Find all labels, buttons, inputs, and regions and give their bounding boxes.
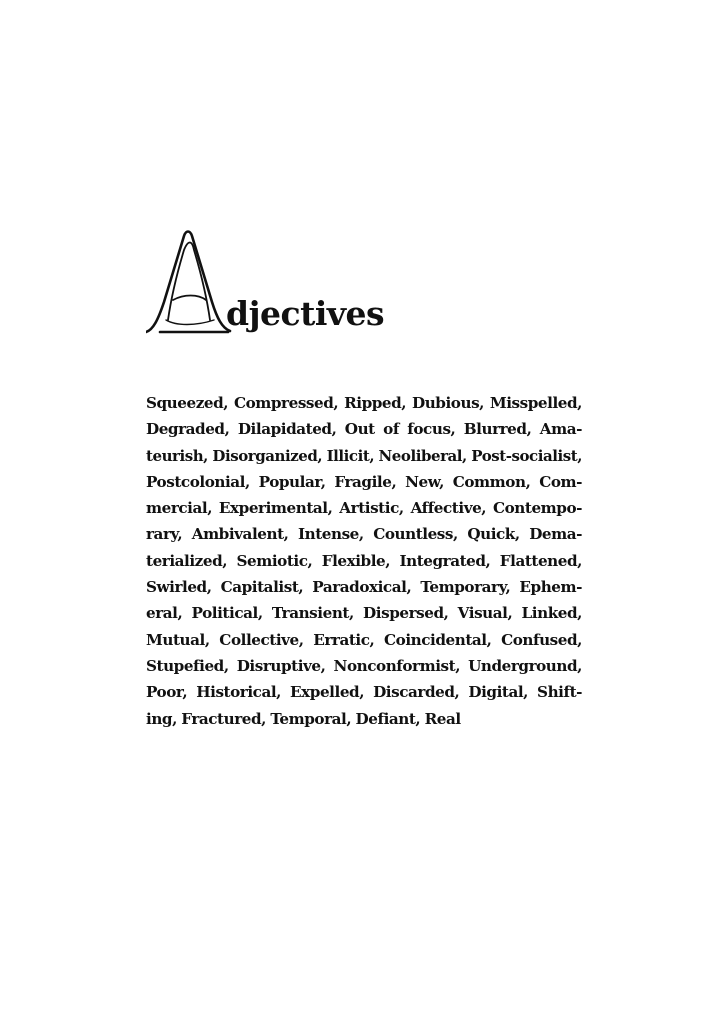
adjective-list	[146, 390, 582, 732]
text-line: Mutual, Collective, Erratic, Coincidental, Confused,	[146, 630, 582, 649]
text-line: Stupefied, Disruptive, Nonconformist, Underground,	[146, 656, 582, 675]
text-line: Degraded, Dilapidated, Out of focus, Blurred, Ama-	[146, 420, 582, 439]
chapter-heading	[146, 230, 446, 340]
text-line: teurish, Disorganized, Illicit, Neoliberal, Post-socialist,	[146, 446, 582, 465]
text-line: rary, Ambivalent, Intense, Countless, Quick, Dema-	[146, 525, 582, 544]
text-line: mercial, Experimental, Artistic, Affective, Contempo-	[146, 499, 582, 518]
text-line: Squeezed, Compressed, Ripped, Dubious, Misspelled,	[146, 394, 582, 412]
text-line: terialized, Semiotic, Flexible, Integrated, Flattened,	[146, 551, 582, 570]
text-line: Swirled, Capitalist, Paradoxical, Temporary, Ephem-	[146, 578, 582, 597]
text-line: Postcolonial, Popular, Fragile, New, Common, Com-	[146, 472, 582, 491]
text-line: ing, Fractured, Temporal, Defiant, Real	[146, 709, 461, 728]
drop-cap-letter-a	[146, 230, 232, 334]
text-line: eral, Political, Transient, Dispersed, Visual, Linked,	[146, 604, 582, 623]
text-line: Poor, Historical, Expelled, Discarded, Digital, Shift-	[146, 683, 582, 702]
heading-text: djectives	[226, 294, 385, 333]
